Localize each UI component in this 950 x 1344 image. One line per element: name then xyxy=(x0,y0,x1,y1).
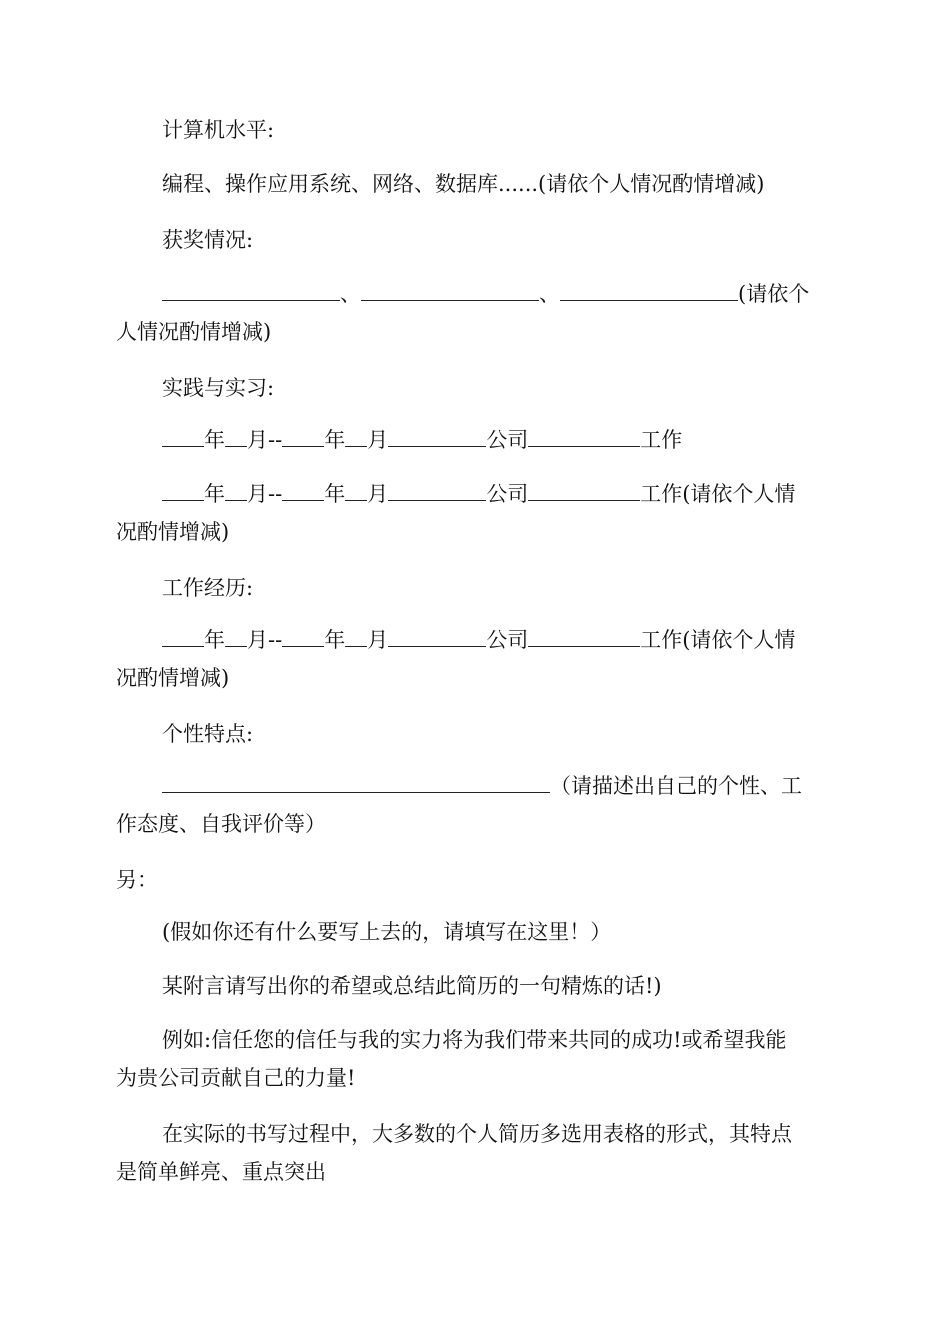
year-label: 年 xyxy=(204,482,225,506)
job-label: 工作(请依个人情 xyxy=(640,628,796,652)
month-label: 月 xyxy=(367,628,389,652)
year-blank xyxy=(162,626,204,647)
year-blank xyxy=(282,426,324,447)
practice-heading: 实践与实习: xyxy=(162,376,275,400)
month-blank xyxy=(225,626,247,647)
year-blank xyxy=(282,626,324,647)
year-label: 年 xyxy=(324,428,346,452)
month-blank xyxy=(345,626,367,647)
practice-row-2 xyxy=(162,480,795,508)
extra-heading: 另： xyxy=(116,868,158,892)
job-blank xyxy=(528,480,640,501)
month-label: 月-- xyxy=(247,428,283,452)
year-label: 年 xyxy=(204,428,225,452)
month-label: 月 xyxy=(367,482,389,506)
personality-note: （请描述出自己的个性、工 xyxy=(550,774,802,798)
award-blank-2 xyxy=(361,280,539,301)
month-label: 月 xyxy=(367,428,389,452)
company-blank xyxy=(388,426,486,447)
extra-instruction: (假如你还有什么要写上去的，请填写在这里！） xyxy=(162,920,612,944)
award-separator: 、 xyxy=(340,282,361,306)
practice-row-1 xyxy=(162,426,682,454)
job-blank xyxy=(528,626,640,647)
month-blank xyxy=(225,480,247,501)
month-label: 月-- xyxy=(247,628,283,652)
awards-note-continued: 人情况酌情增减) xyxy=(116,320,272,344)
month-blank xyxy=(225,426,247,447)
postscript-instruction: 某附言请写出你的希望或总结此简历的一句精炼的话!) xyxy=(162,974,662,998)
awards-line xyxy=(162,280,809,308)
year-label: 年 xyxy=(204,628,225,652)
work-row-1 xyxy=(162,626,795,654)
practice-note-continued: 况酌情增减) xyxy=(116,520,230,544)
job-label: 工作 xyxy=(640,428,683,452)
company-label: 公司 xyxy=(486,428,529,452)
job-label: 工作(请依个人情 xyxy=(640,482,796,506)
computer-skills-text: 编程、操作应用系统、网络、数据库......(请依个人情况酌情增减) xyxy=(162,172,765,196)
closing-paragraph-continued: 是简单鲜亮、重点突出 xyxy=(116,1160,326,1184)
personality-note-continued: 作态度、自我评价等） xyxy=(116,812,326,836)
company-blank xyxy=(388,480,486,501)
award-blank-3 xyxy=(560,280,738,301)
closing-paragraph: 在实际的书写过程中，大多数的个人简历多选用表格的形式，其特点 xyxy=(162,1122,792,1146)
example-text: 例如:信任您的信任与我的实力将为我们带来共同的成功!或希望我能 xyxy=(162,1028,787,1052)
award-blank-1 xyxy=(162,280,340,301)
company-label: 公司 xyxy=(486,628,529,652)
award-separator: 、 xyxy=(539,282,560,306)
awards-note: (请依个 xyxy=(738,282,810,306)
personality-blank xyxy=(162,772,550,793)
year-label: 年 xyxy=(324,482,346,506)
month-blank xyxy=(345,480,367,501)
personality-heading: 个性特点: xyxy=(162,722,254,746)
job-blank xyxy=(528,426,640,447)
year-blank xyxy=(282,480,324,501)
year-blank xyxy=(162,480,204,501)
example-text-continued: 为贵公司贡献自己的力量! xyxy=(116,1066,356,1090)
work-experience-heading: 工作经历: xyxy=(162,576,254,600)
work-note-continued: 况酌情增减) xyxy=(116,666,230,690)
computer-level-heading: 计算机水平: xyxy=(162,118,275,142)
company-blank xyxy=(388,626,486,647)
year-label: 年 xyxy=(324,628,346,652)
month-label: 月-- xyxy=(247,482,283,506)
company-label: 公司 xyxy=(486,482,529,506)
awards-heading: 获奖情况: xyxy=(162,228,254,252)
personality-line xyxy=(162,772,802,800)
month-blank xyxy=(345,426,367,447)
year-blank xyxy=(162,426,204,447)
